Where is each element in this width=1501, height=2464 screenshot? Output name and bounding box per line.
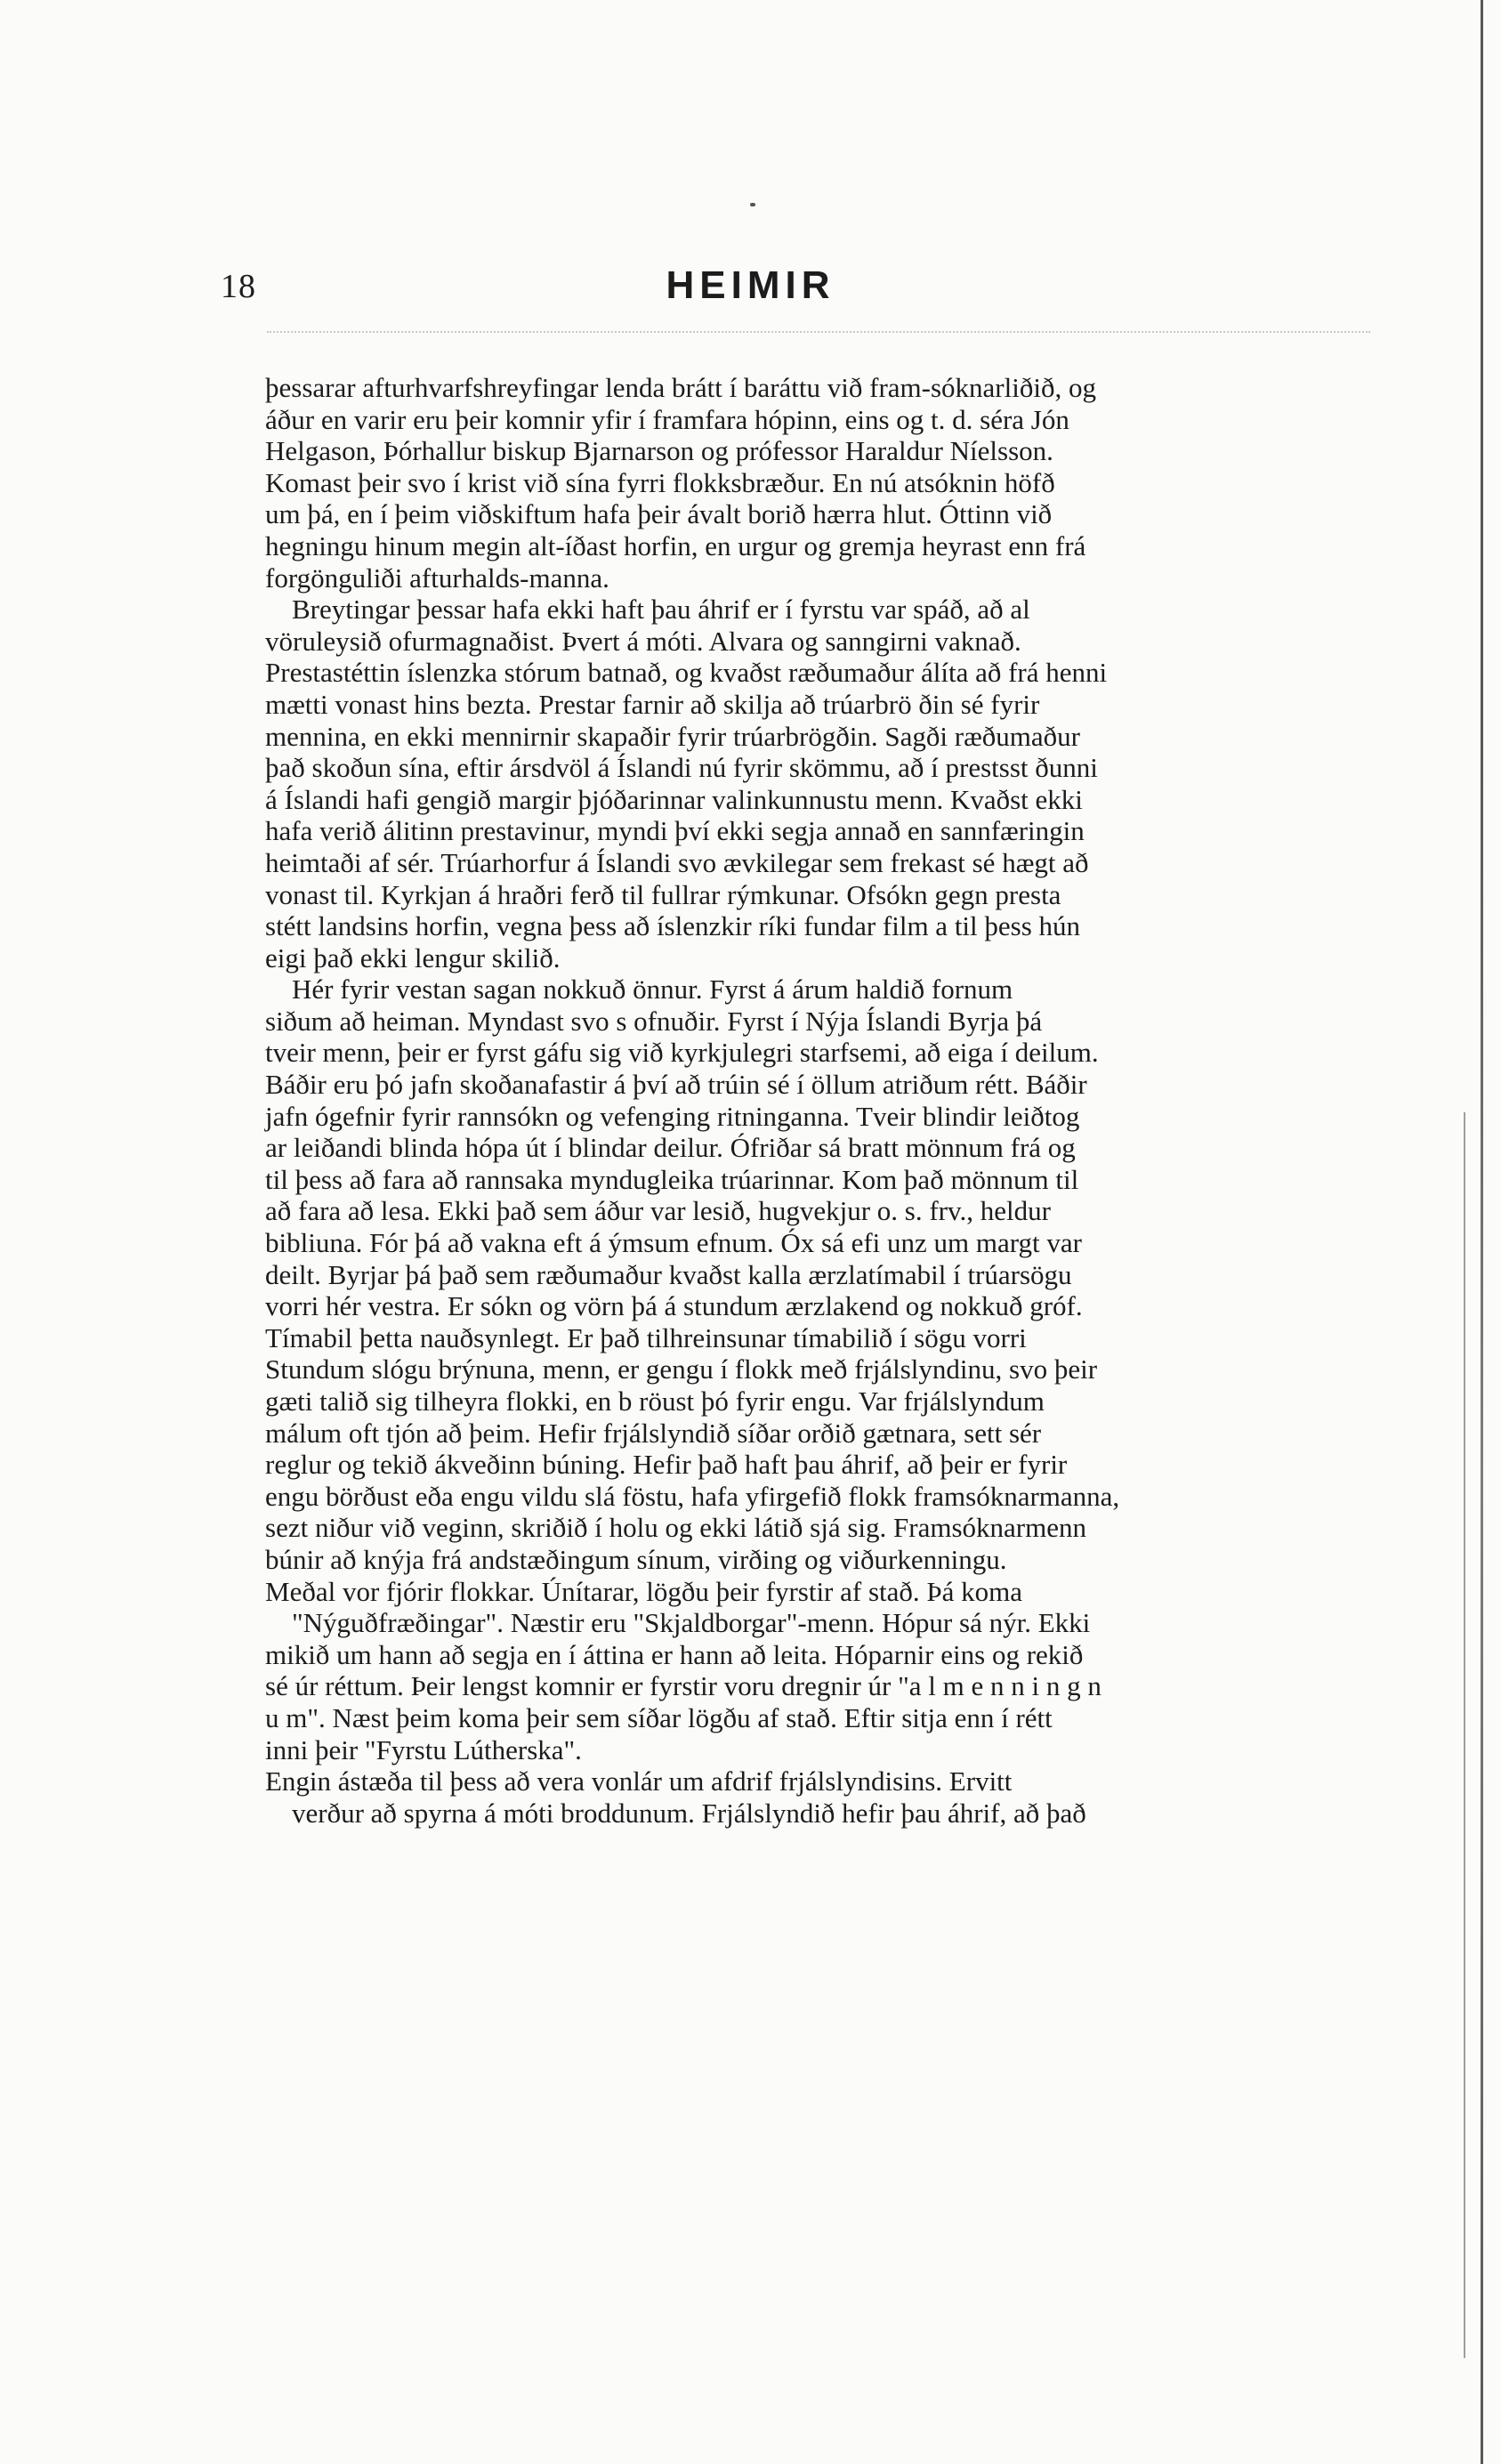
text-line: búnir að knýja frá andstæðingum sínum, virðing og viðurkenningu. <box>265 1543 1007 1575</box>
text-line: mennina, en ekki mennirnir skapaðir fyrir trúarbrögðin. Sagði ræðumaður <box>265 720 1080 752</box>
text-line: engu börðust eða engu vildu slá föstu, hafa yfirgefið flokk framsóknarmanna, <box>265 1480 1120 1512</box>
text-line: málum oft tjón að þeim. Hefir frjálslyndið síðar orðið gætnara, sett sér <box>265 1417 1042 1449</box>
text-line: ar leiðandi blinda hópa út í blindar deilur. Ófriðar sá bratt mönnum frá og <box>265 1132 1076 1164</box>
page-edge-shadow <box>1481 0 1483 2464</box>
running-title: HEIMIR <box>666 263 835 307</box>
text-line: eigi það ekki lengur skilið. <box>265 941 561 973</box>
text-line: vöruleysið ofurmagnaðist. Þvert á móti. Alvara og sanngirni vaknað. <box>265 625 1021 657</box>
text-line: vorri hér vestra. Er sókn og vörn þá á stundum ærzlakend og nokkuð gróf. <box>265 1290 1083 1322</box>
text-line: Prestastéttin íslenzka stórum batnað, og kvaðst ræðumaður álíta að frá henni <box>265 657 1108 689</box>
text-line: jafn ógefnir fyrir rannsókn og vefenging ritninganna. Tveir blindir leiðtog <box>265 1100 1080 1132</box>
text-line: mikið um hann að segja en í áttina er hann að leita. Hóparnir eins og rekið <box>265 1638 1084 1670</box>
page-edge-shadow-inner <box>1464 1112 1465 2358</box>
text-line: sezt niður við veginn, skriðið í holu og ekki látið sjá sig. Framsóknarmenn <box>265 1512 1086 1544</box>
text-line: "Nýguðfræðingar". Næstir eru "Skjaldborgar"-menn. Hópur sá nýr. Ekki <box>292 1607 1091 1639</box>
text-line: deilt. Byrjar þá það sem ræðumaður kvaðst kalla ærzlatímabil í trúarsögu <box>265 1258 1072 1290</box>
text-line: stétt landsins horfin, vegna þess að íslenzkir ríki fundar film a til þess hún <box>265 910 1081 942</box>
text-line: að fara að lesa. Ekki það sem áður var lesið, hugvekjur o. s. frv., heldur <box>265 1195 1051 1227</box>
text-line: Engin ástæða til þess að vera vonlár um afdrif frjálslyndisins. Ervitt <box>265 1765 1013 1798</box>
text-line: þessarar afturhvarfshreyfingar lenda brátt í baráttu við fram-sóknarliðið, og <box>265 372 1096 403</box>
text-line: vonast til. Kyrkjan á hraðri ferð til fullrar rýmkunar. Ofsókn gegn presta <box>265 878 1061 910</box>
text-line: bibliuna. Fór þá að vakna eft á ýmsum efnum. Óx sá efi unz um margt var <box>265 1227 1082 1259</box>
text-line: inni þeir "Fyrstu Lútherska". <box>265 1733 582 1765</box>
text-line: u m". Næst þeim koma þeir sem síðar lögðu af stað. Eftir sitja enn í rétt <box>265 1701 1053 1733</box>
text-line: á Íslandi hafi gengið margir þjóðarinnar valinkunnustu menn. Kvaðst ekki <box>265 783 1083 815</box>
text-line: áður en varir eru þeir komnir yfir í framfara hópinn, eins og t. d. séra Jón <box>265 403 1069 435</box>
text-line: heimtaði af sér. Trúarhorfur á Íslandi svo ævkilegar sem frekast sé hægt að <box>265 846 1089 878</box>
text-line: Breytingar þessar hafa ekki haft þau áhrif er í fyrstu var spáð, að al <box>292 594 1030 626</box>
text-line: sé úr réttum. Þeir lengst komnir er fyrstir voru dregnir úr "a l m e n n i n g n <box>265 1670 1102 1702</box>
text-line: verður að spyrna á móti broddunum. Frjálslyndið hefir þau áhrif, að það <box>292 1797 1086 1829</box>
text-line: til þess að fara að rannsaka myndugleika trúarinnar. Kom það mönnum til <box>265 1163 1079 1195</box>
text-line: Báðir eru þó jafn skoðanafastir á því að trúin sé í öllum atriðum rétt. Báðir <box>265 1069 1087 1101</box>
text-line: Hér fyrir vestan sagan nokkuð önnur. Fyrst á árum haldið fornum <box>292 973 1013 1006</box>
text-line: tveir menn, þeir er fyrst gáfu sig við kyrkjulegri starfsemi, að eiga í deilum. <box>265 1037 1099 1069</box>
text-line: það skoðun sína, eftir ársdvöl á Íslandi nú fyrir skömmu, að í prestsst ðunni <box>265 752 1098 784</box>
text-line: Komast þeir svo í krist við sína fyrri flokksbræður. En nú atsóknin höfð <box>265 466 1055 498</box>
page-number: 18 <box>221 268 256 305</box>
text-line: hegningu hinum megin alt-íðast horfin, en urgur og gremja heyrast enn frá <box>265 529 1086 561</box>
body-text <box>265 372 1377 1829</box>
text-line: gæti talið sig tilheyra flokki, en b röust þó fyrir engu. Var frjálslyndum <box>265 1385 1045 1417</box>
text-line: Stundum slógu brýnuna, menn, er gengu í flokk með frjálslyndinu, svo þeir <box>265 1353 1098 1385</box>
text-line: hafa verið álitinn prestavinur, myndi því ekki segja annað en sannfæringin <box>265 815 1085 847</box>
text-line: Tímabil þetta nauðsynlegt. Er það tilhreinsunar tímabilið í sögu vorri <box>265 1321 1027 1353</box>
text-line: mætti vonast hins bezta. Prestar farnir að skilja að trúarbrö ðin sé fyrir <box>265 688 1040 720</box>
print-speck <box>750 203 755 206</box>
text-line: forgönguliði afturhalds-manna. <box>265 561 609 594</box>
text-line: um þá, en í þeim viðskiftum hafa þeir ávalt borið hærra hlut. Óttinn við <box>265 498 1053 530</box>
header-rule <box>267 331 1370 333</box>
text-line: Helgason, Þórhallur biskup Bjarnarson og prófessor Haraldur Níelsson. <box>265 435 1053 467</box>
text-line: reglur og tekið ákveðinn búning. Hefir það haft þau áhrif, að þeir er fyrir <box>265 1449 1068 1481</box>
text-line: siðum að heiman. Myndast svo s ofnuðir. Fyrst í Nýja Íslandi Byrja þá <box>265 1005 1043 1037</box>
text-line: Meðal vor fjórir flokkar. Únítarar, lögðu þeir fyrstir af stað. Þá koma <box>265 1575 1023 1607</box>
